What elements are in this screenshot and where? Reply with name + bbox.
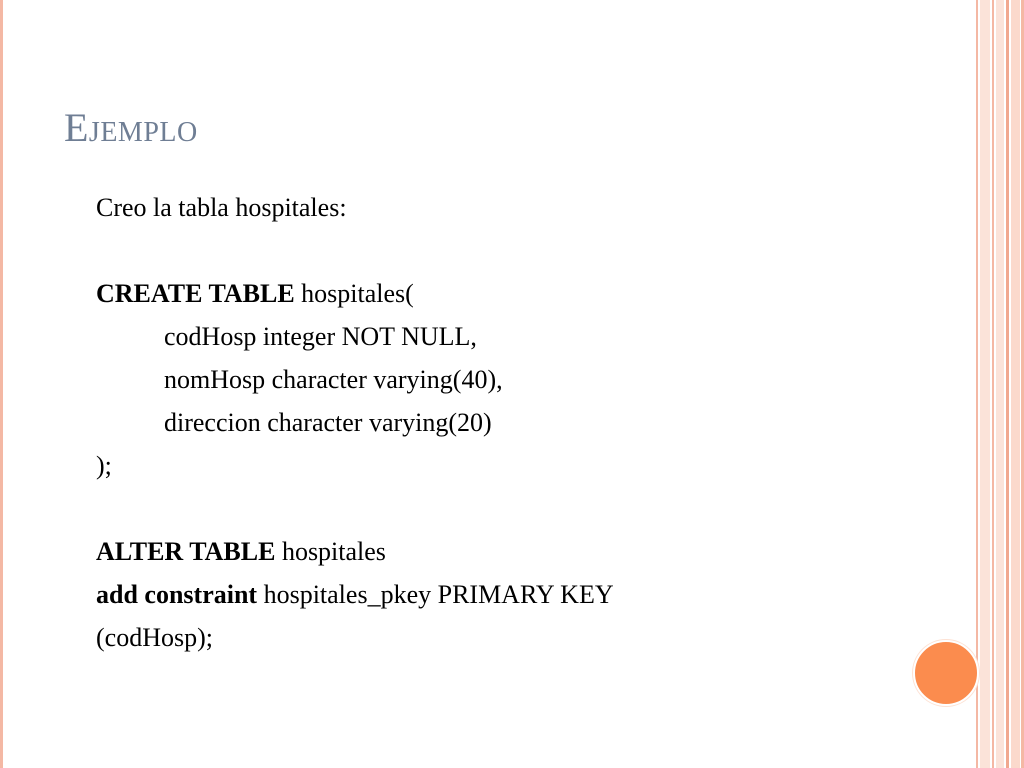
constraint-definition: hospitales_pkey PRIMARY KEY: [257, 580, 614, 609]
spacer: [96, 229, 816, 272]
create-table-line: [96, 272, 816, 315]
slide-body: [96, 186, 816, 659]
left-border-decoration: [0, 0, 3, 768]
stripe: [1011, 0, 1020, 768]
right-stripe-decoration: [976, 0, 1024, 768]
create-table-name: hospitales(: [294, 279, 414, 308]
stripe: [980, 0, 990, 768]
column-definition: direccion character varying(20): [164, 408, 492, 437]
slide-title: Ejemplo: [64, 105, 198, 150]
column-definition: codHosp integer NOT NULL,: [164, 322, 477, 351]
intro-text: Creo la tabla hospitales:: [96, 193, 347, 222]
stripe: [976, 0, 978, 768]
column-definition: nomHosp character varying(40),: [164, 365, 503, 394]
stripe: [996, 0, 1004, 768]
alter-table-name: hospitales: [275, 537, 386, 566]
stripe: [992, 0, 994, 768]
alter-table-line: [96, 530, 816, 573]
constraint-line: [96, 573, 816, 616]
accent-circle: [913, 640, 979, 706]
stripe: [1006, 0, 1009, 768]
create-close: );: [96, 451, 112, 480]
constraint-continuation: (codHosp);: [96, 623, 213, 652]
spacer: [96, 487, 816, 530]
alter-keyword: ALTER TABLE: [96, 537, 276, 566]
create-keyword: CREATE TABLE: [96, 279, 295, 308]
constraint-keyword: add constraint: [96, 580, 258, 609]
